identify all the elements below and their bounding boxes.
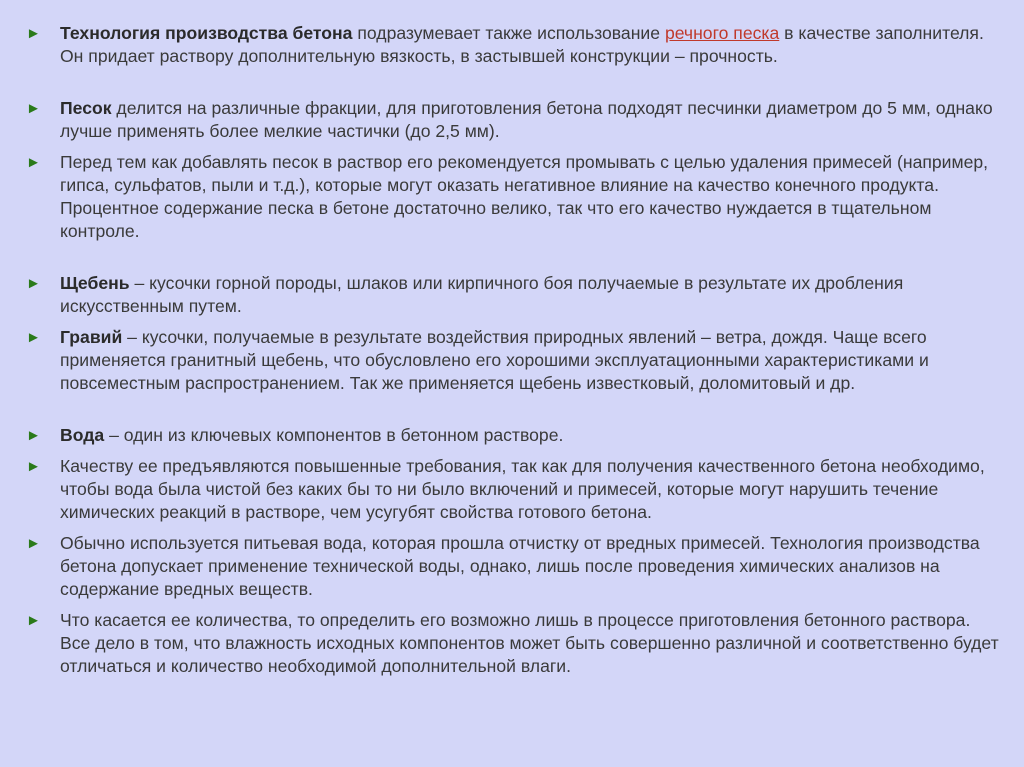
- bullet-text: Перед тем как добавлять песок в раствор его рекомендуется промывать с целью удаления примесей (например, гипса, сульфатов, пыли и т.д.), которые могут оказать негативное влияние на качество конечного продукта. Процентное содержание песка в бетоне достаточно велико, так что его качество нуждается в тщательном контроле.: [60, 152, 989, 241]
- bullet-text: – кусочки, получаемые в результате воздействия природных явлений – ветра, дождя. Чаще всего применяется гранитный щебень, что обусловлено его хорошими эксплуатационными характеристиками и повсеместным распространением. Так же применяется щебень известковый, доломитовый и др.: [60, 327, 929, 393]
- bullet-term: Гравий: [60, 327, 123, 347]
- bullet-term: Щебень: [60, 273, 130, 293]
- triangle-bullet-icon: ►: [26, 154, 41, 171]
- triangle-bullet-icon: ►: [26, 458, 41, 475]
- triangle-bullet-icon: ►: [26, 427, 41, 444]
- bullet-text: Обычно используется питьевая вода, которая прошла отчистку от вредных примесей. Технология производства бетона допускает применение технической воды, однако, лишь после проведения химических анализов на содержание вредных веществ.: [60, 533, 980, 599]
- bullet-term: Вода: [60, 425, 105, 445]
- bullet-list: [26, 22, 1001, 686]
- river-sand-link[interactable]: речного песка: [664, 23, 780, 43]
- bullet-text: Что касается ее количества, то определить его возможно лишь в процессе приготовления бетонного раствора. Все дело в том, что влажность исходных компонентов может быть совершенно различной и соответственно будет отличаться и количество необходимой дополнительной влаги.: [60, 610, 999, 676]
- bullet-term: Песок: [60, 98, 112, 118]
- bullet-term: Технология производства бетона: [60, 23, 353, 43]
- bullet-text: Качеству ее предъявляются повышенные требования, так как для получения качественного бетона необходимо, чтобы вода была чистой без каких бы то ни было включений и примесей, которые могут нарушить течение химических реакций в растворе, чем усугубят свойства готового бетона.: [60, 456, 985, 522]
- triangle-bullet-icon: ►: [26, 275, 41, 292]
- bullet-sand-washing: [26, 151, 1001, 243]
- bullet-text: подразумевает также использование: [352, 23, 665, 43]
- bullet-gravel: [26, 326, 1001, 395]
- triangle-bullet-icon: ►: [26, 612, 41, 629]
- bullet-water-quality: [26, 455, 1001, 524]
- triangle-bullet-icon: ►: [26, 329, 41, 346]
- triangle-bullet-icon: ►: [26, 535, 41, 552]
- bullet-text: делится на различные фракции, для приготовления бетона подходят песчинки диаметром до 5 мм, однако лучше применять более мелкие частички (до 2,5 мм).: [60, 98, 993, 141]
- bullet-crushed-stone: [26, 272, 1001, 318]
- bullet-concrete-technology: [26, 22, 1001, 68]
- bullet-text: – кусочки горной породы, шлаков или кирпичного боя получаемые в результате их дробления искусственным путем.: [60, 273, 904, 316]
- triangle-bullet-icon: ►: [26, 100, 41, 117]
- bullet-water: [26, 424, 1001, 447]
- bullet-water-quantity: [26, 609, 1001, 678]
- bullet-sand: [26, 97, 1001, 143]
- triangle-bullet-icon: ►: [26, 25, 41, 42]
- bullet-text: в качестве заполнителя. Он придает раствору дополнительную вязкость, в застывшей конструкции – прочность.: [60, 23, 984, 66]
- bullet-drinking-water: [26, 532, 1001, 601]
- bullet-text: – один из ключевых компонентов в бетонном растворе.: [104, 425, 564, 445]
